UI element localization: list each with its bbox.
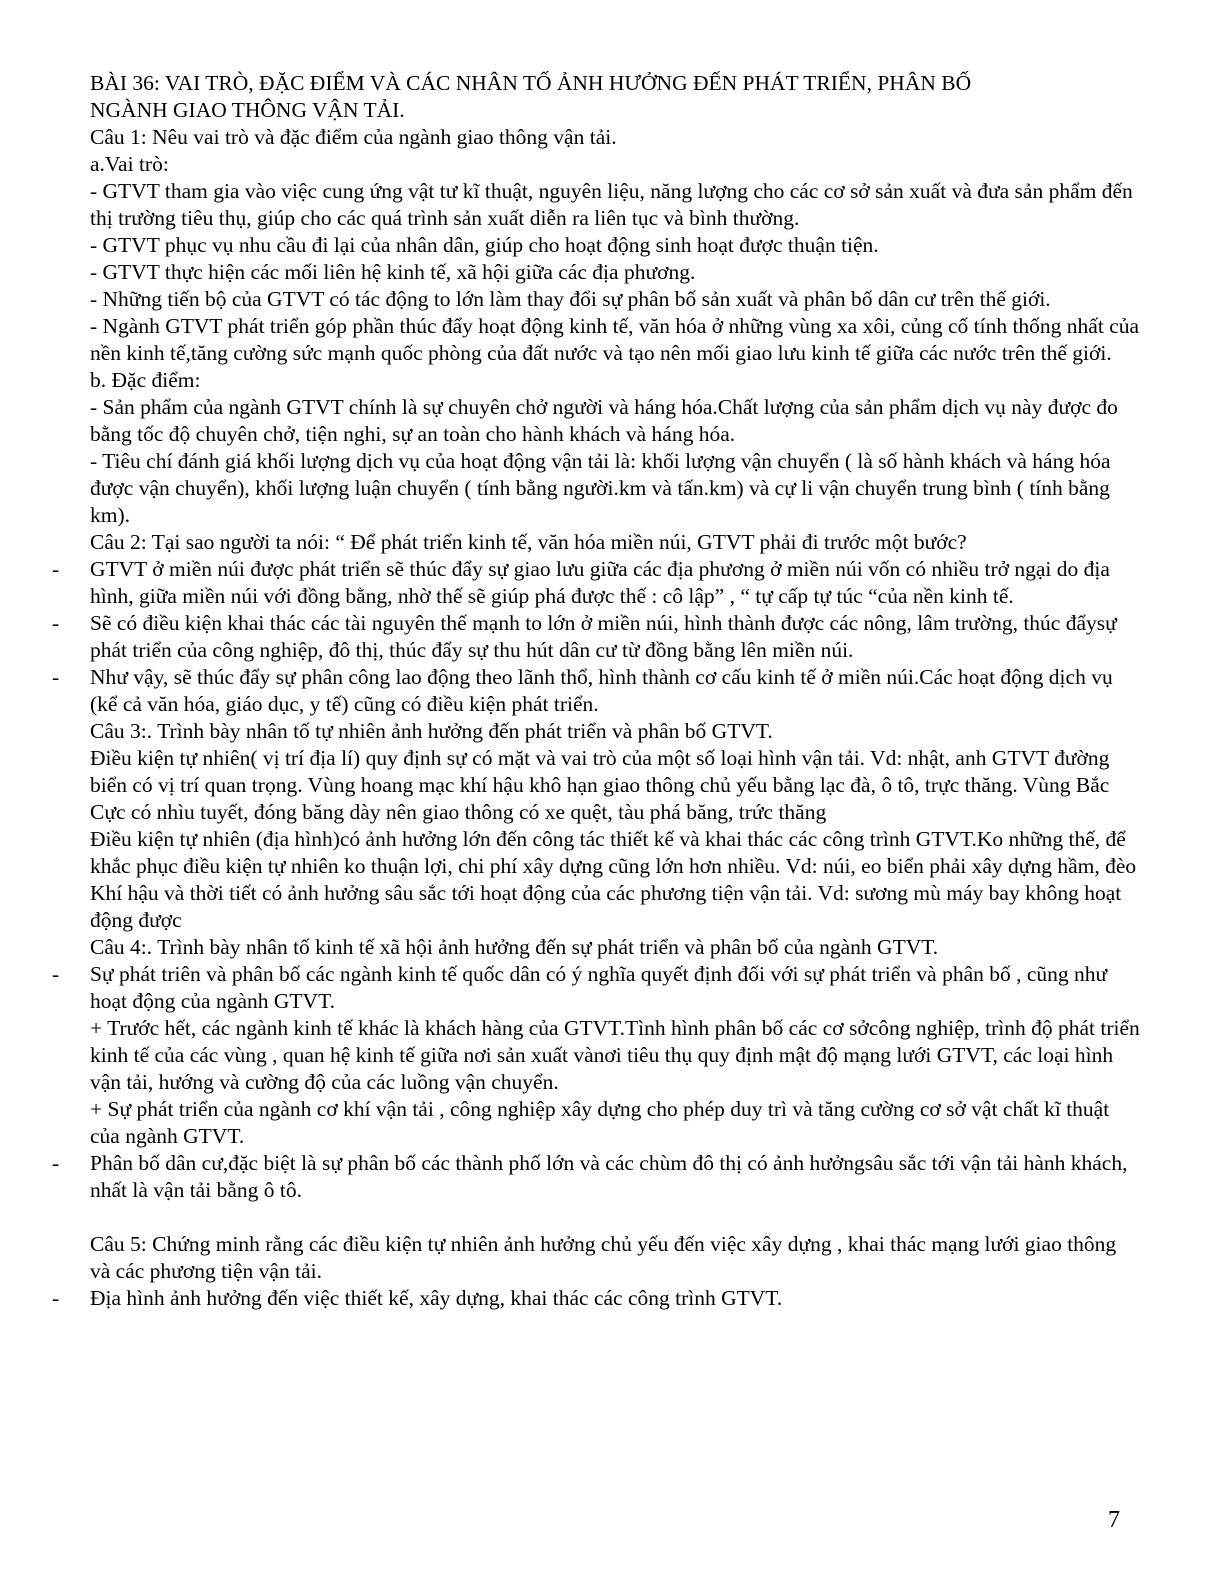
sub-item: + Sự phát triển của ngành cơ khí vận tải , công nghiệp xây dựng cho phép duy trì và tăng cường cơ sở vật chất kĩ thuật của ngành GTVT. bbox=[90, 1097, 1110, 1148]
list-item bbox=[52, 610, 1140, 664]
list-item-text: Địa hình ảnh hưởng đến việc thiết kế, xây dựng, khai thác các công trình GTVT. bbox=[90, 1286, 783, 1310]
bullet-dash: - bbox=[52, 962, 60, 986]
paragraph: Khí hậu và thời tiết có ảnh hưởng sâu sắc tới hoạt động của các phương tiện vận tải. Vd: sương mù máy bay không hoạt động được bbox=[90, 881, 1122, 932]
features-label: b. Đặc điểm: bbox=[90, 368, 201, 392]
role-item: - Những tiến bộ của GTVT có tác động to lớn làm thay đổi sự phân bố sản xuất và phân bố dân cư trên thế giới. bbox=[90, 287, 1051, 311]
document-page bbox=[52, 70, 1140, 1312]
list-item-text: Sự phát triên và phân bố các ngành kinh tế quốc dân có ý nghĩa quyết định đối với sự phát triển và phân bố , cũng như hoạt động của ngành GTVT. bbox=[90, 962, 1108, 1013]
bullet-dash: - bbox=[52, 1151, 60, 1175]
list-item bbox=[52, 961, 1140, 1015]
roles-label: a.Vai trò: bbox=[90, 152, 169, 176]
list-item-text: Phân bố dân cư,đặc biệt là sự phân bố các thành phố lớn và các chùm đô thị có ảnh hưởngsâu sắc tới vận tải hành khách, nhất là vận tải bằng ô tô. bbox=[90, 1151, 1128, 1202]
list-item bbox=[52, 1285, 1140, 1312]
feature-item: - Sản phẩm của ngành GTVT chính là sự chuyên chở người và háng hóa.Chất lượng của sản phẩm dịch vụ này được đo bằng tốc độ chuyên chở, tiện nghi, sự an toàn cho hành khách và háng hóa. bbox=[90, 395, 1118, 446]
list-item-text: Như vậy, sẽ thúc đẩy sự phân công lao động theo lãnh thổ, hình thành cơ cấu kinh tế ở miền núi.Các hoạt động dịch vụ (kể cả văn hóa, giáo dục, y tế) cũng có điều kiện phát triển. bbox=[90, 665, 1113, 716]
question-5-heading: Câu 5: Chứng minh rằng các điều kiện tự nhiên ảnh hưởng chủ yếu đến việc xây dựng , khai thác mạng lưới giao thông và các phương tiện vận tải. bbox=[90, 1232, 1117, 1283]
question-4-heading: Câu 4:. Trình bày nhân tố kinh tế xã hội ảnh hưởng đến sự phát triển và phân bố của ngành GTVT. bbox=[90, 935, 939, 959]
bullet-dash: - bbox=[52, 665, 60, 689]
feature-item: - Tiêu chí đánh giá khối lượng dịch vụ của hoạt động vận tải là: khối lượng vận chuyển ( là số hành khách và háng hóa được vận chuyển), khối lượng luận chuyển ( tính bằng người.km và tấn.km) và cự li vận chuyển trung bình ( tính bằng km). bbox=[90, 449, 1111, 527]
role-item: - GTVT thực hiện các mối liên hệ kinh tế, xã hội giữa các địa phương. bbox=[90, 260, 696, 284]
list-item-text: Sẽ có điều kiện khai thác các tài nguyên thế mạnh to lớn ở miền núi, hình thành được các nông, lâm trường, thúc đẩysự phát triển của công nghiệp, đô thị, thúc đẩy sự thu hút dân cư từ đồng bằng lên miền núi. bbox=[90, 611, 1117, 662]
title-line-1: BÀI 36: VAI TRÒ, ĐẶC ĐIỂM VÀ CÁC NHÂN TỐ ẢNH HƯỞNG ĐẾN PHÁT TRIỂN, PHÂN BỐ bbox=[90, 71, 972, 95]
question-1-heading: Câu 1: Nêu vai trò và đặc điểm của ngành giao thông vận tải. bbox=[90, 125, 617, 149]
question-2-heading: Câu 2: Tại sao người ta nói: “ Để phát triển kinh tế, văn hóa miền núi, GTVT phải đi trước một bước? bbox=[90, 530, 967, 554]
bullet-dash: - bbox=[52, 1286, 60, 1310]
spacer bbox=[90, 1204, 1140, 1231]
list-item bbox=[52, 556, 1140, 610]
bullet-dash: - bbox=[52, 611, 60, 635]
question-3-heading: Câu 3:. Trình bày nhân tố tự nhiên ảnh hưởng đến phát triển và phân bố GTVT. bbox=[90, 719, 773, 743]
role-item: - GTVT tham gia vào việc cung ứng vật tư kĩ thuật, nguyên liệu, năng lượng cho các cơ sở sản xuất và đưa sản phẩm đến thị trường tiêu thụ, giúp cho các quá trình sản xuất diễn ra liên tục và bình thường. bbox=[90, 179, 1133, 230]
page-number: 7 bbox=[1108, 1507, 1120, 1533]
sub-item: + Trước hết, các ngành kinh tế khác là khách hàng của GTVT.Tình hình phân bố các cơ sởcông nghiệp, trình độ phát triển kinh tế của các vùng , quan hệ kinh tế giữa nơi sản xuất vànơi tiêu thụ quy định mật độ mạng lưới GTVT, các loại hình vận tải, hướng và cường độ của các luồng vận chuyển. bbox=[90, 1016, 1140, 1094]
role-item: - Ngành GTVT phát triển góp phần thúc đẩy hoạt động kinh tế, văn hóa ở những vùng xa xôi, củng cố tính thống nhất của nền kinh tế,tăng cường sức mạnh quốc phòng của đất nước và tạo nên mối giao lưu kinh tế giữa các nước trên thế giới. bbox=[90, 314, 1140, 365]
bullet-dash: - bbox=[52, 557, 60, 581]
list-item bbox=[52, 1150, 1140, 1204]
paragraph: Điều kiện tự nhiên (địa hình)có ảnh hưởng lớn đến công tác thiết kế và khai thác các công trình GTVT.Ko những thế, để khắc phục điều kiện tự nhiên ko thuận lợi, chi phí xây dựng cũng lớn hơn nhiều. Vd: núi, eo biển phải xây dựng hầm, đèo bbox=[90, 827, 1137, 878]
list-item-text: GTVT ở miền núi được phát triển sẽ thúc đẩy sự giao lưu giữa các địa phương ở miền núi vốn có nhiều trở ngại do địa hình, giữa miền núi với đồng bằng, nhờ thế sẽ giúp phá được thế : cô lập” , “ tự cấp tự túc “của nền kinh tế. bbox=[90, 557, 1110, 608]
title-line-2: NGÀNH GIAO THÔNG VẬN TẢI. bbox=[90, 98, 405, 122]
paragraph: Điều kiện tự nhiên( vị trí địa lí) quy định sự có mặt và vai trò của một số loại hình vận tải. Vd: nhật, anh GTVT đường biển có vị trí quan trọng. Vùng hoang mạc khí hậu khô hạn giao thông chủ yếu bằng lạc đà, ô tô, trực thăng. Vùng Bắc Cực có nhìu tuyết, đóng băng dày nên giao thông có xe quệt, tàu phá băng, trức thăng bbox=[90, 746, 1110, 824]
role-item: - GTVT phục vụ nhu cầu đi lại của nhân dân, giúp cho hoạt động sinh hoạt được thuận tiện. bbox=[90, 233, 879, 257]
list-item bbox=[52, 664, 1140, 718]
